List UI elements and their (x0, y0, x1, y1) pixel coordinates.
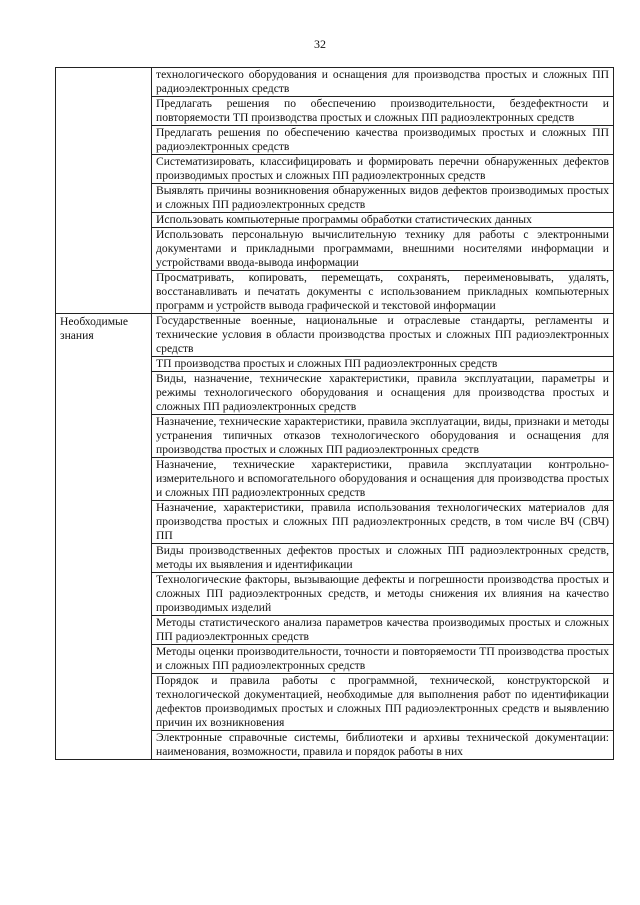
table-cell: Назначение, технические характеристики, правила эксплуатации контрольно-измерительного и вспомогательного оборудования и оснащения для производства простых и сложных ПП радиоэлектронных средств (152, 458, 614, 501)
table-cell: Виды производственных дефектов простых и сложных ПП радиоэлектронных средств, методы их выявления и идентификации (152, 544, 614, 573)
table-cell: Предлагать решения по обеспечению качества производимых простых и сложных ПП радиоэлектронных средств (152, 126, 614, 155)
table-cell: Государственные военные, национальные и отраслевые стандарты, регламенты и технические условия в области производства простых и сложных ПП радиоэлектронных средств (152, 314, 614, 357)
table-cell: Предлагать решения по обеспечению производительности, бездефектности и повторяемости ТП производства простых и сложных ПП радиоэлектронных средств (152, 97, 614, 126)
table-cell: ТП производства простых и сложных ПП радиоэлектронных средств (152, 357, 614, 372)
page-number: 32 (314, 37, 326, 51)
table-cell: Систематизировать, классифицировать и формировать перечни обнаруженных дефектов производимых простых и сложных ПП радиоэлектронных средств (152, 155, 614, 184)
competency-table (55, 67, 614, 760)
table-row (56, 68, 614, 97)
table-cell: Технологические факторы, вызывающие дефекты и погрешности производства простых и сложных ПП радиоэлектронных средств, и методы снижения их влияния на качество производимых изделий (152, 573, 614, 616)
table-cell: Методы оценки производительности, точности и повторяемости ТП производства простых и сложных ПП радиоэлектронных средств (152, 645, 614, 674)
section-label-skills (56, 68, 152, 314)
table-cell: Выявлять причины возникновения обнаруженных видов дефектов производимых простых и сложных ПП радиоэлектронных средств (152, 184, 614, 213)
table-cell: Использовать персональную вычислительную технику для работы с электронными документами и прикладными программами, внешними носителями информации и устройствами ввода-вывода информации (152, 228, 614, 271)
table-cell: Методы статистического анализа параметров качества производимых простых и сложных ПП радиоэлектронных средств (152, 616, 614, 645)
table-cell: Назначение, характеристики, правила использования технологических материалов для производства простых и сложных ПП радиоэлектронных средств, в том числе ВЧ (СВЧ) ПП (152, 501, 614, 544)
table-cell: Использовать компьютерные программы обработки статистических данных (152, 213, 614, 228)
table-cell: Электронные справочные системы, библиотеки и архивы технической документации: наименования, возможности, правила и порядок работы в них (152, 731, 614, 760)
table-row (56, 314, 614, 357)
table-cell: технологического оборудования и оснащения для производства простых и сложных ПП радиоэлектронных средств (152, 68, 614, 97)
table-cell: Просматривать, копировать, перемещать, сохранять, переименовывать, удалять, восстанавливать и печатать документы с использованием прикладных компьютерных программ и устройств вывода графической и текстовой информации (152, 271, 614, 314)
table-cell: Порядок и правила работы с программной, технической, конструкторской и технологической документацией, необходимые для выполнения работ по идентификации дефектов производимых простых и сложных ПП радиоэлектронных средств и выявлению причин их возникновения (152, 674, 614, 731)
section-label-knowledge: Необходимые знания (56, 314, 152, 760)
table-cell: Виды, назначение, технические характеристики, правила эксплуатации, параметры и режимы технологического оборудования и оснащения для производства простых и сложных ПП радиоэлектронных средств (152, 372, 614, 415)
table-cell: Назначение, технические характеристики, правила эксплуатации, виды, признаки и методы устранения типичных отказов технологического оборудования и оснащения для производства простых и сложных ПП радиоэлектронных средств (152, 415, 614, 458)
